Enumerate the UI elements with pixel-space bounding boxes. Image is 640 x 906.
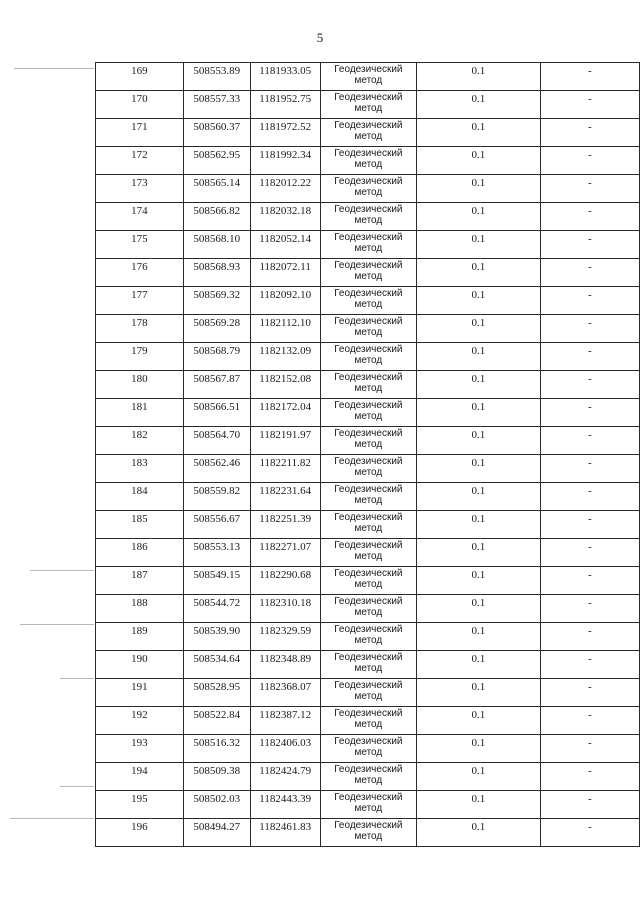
method-cell: Геодезический метод [320, 735, 416, 763]
note-cell: - [540, 651, 639, 679]
method-cell: Геодезический метод [320, 819, 416, 847]
method-cell: Геодезический метод [320, 315, 416, 343]
method-cell: Геодезический метод [320, 623, 416, 651]
x-coordinate-cell: 508567.87 [183, 371, 250, 399]
y-coordinate-cell: 1182290.68 [250, 567, 320, 595]
method-cell: Геодезический метод [320, 679, 416, 707]
point-number-cell: 186 [96, 539, 184, 567]
table-row [96, 371, 640, 399]
y-coordinate-cell: 1182152.08 [250, 371, 320, 399]
x-coordinate-cell: 508553.13 [183, 539, 250, 567]
precision-cell: 0.1 [417, 259, 541, 287]
method-cell: Геодезический метод [320, 539, 416, 567]
point-number-cell: 171 [96, 119, 184, 147]
point-number-cell: 190 [96, 651, 184, 679]
precision-cell: 0.1 [417, 595, 541, 623]
method-cell: Геодезический метод [320, 511, 416, 539]
precision-cell: 0.1 [417, 287, 541, 315]
y-coordinate-cell: 1182112.10 [250, 315, 320, 343]
point-number-cell: 181 [96, 399, 184, 427]
x-coordinate-cell: 508528.95 [183, 679, 250, 707]
x-coordinate-cell: 508566.82 [183, 203, 250, 231]
x-coordinate-cell: 508559.82 [183, 483, 250, 511]
method-cell: Геодезический метод [320, 651, 416, 679]
point-number-cell: 194 [96, 763, 184, 791]
table-row [96, 483, 640, 511]
note-cell: - [540, 287, 639, 315]
x-coordinate-cell: 508553.89 [183, 63, 250, 91]
table-row [96, 679, 640, 707]
x-coordinate-cell: 508568.93 [183, 259, 250, 287]
y-coordinate-cell: 1181972.52 [250, 119, 320, 147]
table-row [96, 203, 640, 231]
point-number-cell: 184 [96, 483, 184, 511]
table-row [96, 651, 640, 679]
y-coordinate-cell: 1182443.39 [250, 791, 320, 819]
point-number-cell: 178 [96, 315, 184, 343]
point-number-cell: 173 [96, 175, 184, 203]
precision-cell: 0.1 [417, 511, 541, 539]
scan-artifact [10, 818, 94, 819]
precision-cell: 0.1 [417, 315, 541, 343]
x-coordinate-cell: 508560.37 [183, 119, 250, 147]
precision-cell: 0.1 [417, 63, 541, 91]
method-cell: Геодезический метод [320, 371, 416, 399]
table-row [96, 791, 640, 819]
note-cell: - [540, 371, 639, 399]
method-cell: Геодезический метод [320, 567, 416, 595]
precision-cell: 0.1 [417, 483, 541, 511]
y-coordinate-cell: 1182072.11 [250, 259, 320, 287]
precision-cell: 0.1 [417, 119, 541, 147]
point-number-cell: 174 [96, 203, 184, 231]
table-row [96, 315, 640, 343]
x-coordinate-cell: 508509.38 [183, 763, 250, 791]
precision-cell: 0.1 [417, 819, 541, 847]
note-cell: - [540, 483, 639, 511]
precision-cell: 0.1 [417, 91, 541, 119]
note-cell: - [540, 763, 639, 791]
point-number-cell: 193 [96, 735, 184, 763]
note-cell: - [540, 203, 639, 231]
note-cell: - [540, 399, 639, 427]
y-coordinate-cell: 1182052.14 [250, 231, 320, 259]
point-number-cell: 182 [96, 427, 184, 455]
method-cell: Геодезический метод [320, 763, 416, 791]
method-cell: Геодезический метод [320, 595, 416, 623]
note-cell: - [540, 231, 639, 259]
y-coordinate-cell: 1181992.34 [250, 147, 320, 175]
y-coordinate-cell: 1182461.83 [250, 819, 320, 847]
note-cell: - [540, 623, 639, 651]
coordinates-table [95, 62, 640, 847]
precision-cell: 0.1 [417, 371, 541, 399]
note-cell: - [540, 147, 639, 175]
note-cell: - [540, 679, 639, 707]
note-cell: - [540, 511, 639, 539]
y-coordinate-cell: 1182211.82 [250, 455, 320, 483]
method-cell: Геодезический метод [320, 791, 416, 819]
precision-cell: 0.1 [417, 175, 541, 203]
table-row [96, 511, 640, 539]
point-number-cell: 187 [96, 567, 184, 595]
x-coordinate-cell: 508564.70 [183, 427, 250, 455]
y-coordinate-cell: 1182231.64 [250, 483, 320, 511]
x-coordinate-cell: 508562.46 [183, 455, 250, 483]
table-row [96, 119, 640, 147]
x-coordinate-cell: 508549.15 [183, 567, 250, 595]
table-row [96, 63, 640, 91]
scan-artifact [60, 678, 94, 679]
precision-cell: 0.1 [417, 651, 541, 679]
y-coordinate-cell: 1182348.89 [250, 651, 320, 679]
table-row [96, 175, 640, 203]
y-coordinate-cell: 1182310.18 [250, 595, 320, 623]
precision-cell: 0.1 [417, 763, 541, 791]
page-number: 5 [316, 30, 324, 45]
x-coordinate-cell: 508565.14 [183, 175, 250, 203]
x-coordinate-cell: 508544.72 [183, 595, 250, 623]
y-coordinate-cell: 1182132.09 [250, 343, 320, 371]
x-coordinate-cell: 508534.64 [183, 651, 250, 679]
point-number-cell: 192 [96, 707, 184, 735]
table-row [96, 287, 640, 315]
y-coordinate-cell: 1182032.18 [250, 203, 320, 231]
table-row [96, 735, 640, 763]
method-cell: Геодезический метод [320, 455, 416, 483]
method-cell: Геодезический метод [320, 287, 416, 315]
method-cell: Геодезический метод [320, 175, 416, 203]
note-cell: - [540, 315, 639, 343]
table-row [96, 455, 640, 483]
table-row [96, 763, 640, 791]
precision-cell: 0.1 [417, 455, 541, 483]
point-number-cell: 177 [96, 287, 184, 315]
x-coordinate-cell: 508557.33 [183, 91, 250, 119]
y-coordinate-cell: 1182387.12 [250, 707, 320, 735]
method-cell: Геодезический метод [320, 707, 416, 735]
note-cell: - [540, 175, 639, 203]
table-row [96, 539, 640, 567]
table-row [96, 623, 640, 651]
precision-cell: 0.1 [417, 735, 541, 763]
x-coordinate-cell: 508516.32 [183, 735, 250, 763]
x-coordinate-cell: 508569.32 [183, 287, 250, 315]
point-number-cell: 179 [96, 343, 184, 371]
x-coordinate-cell: 508494.27 [183, 819, 250, 847]
point-number-cell: 169 [96, 63, 184, 91]
note-cell: - [540, 539, 639, 567]
note-cell: - [540, 91, 639, 119]
method-cell: Геодезический метод [320, 231, 416, 259]
scan-artifact [14, 68, 94, 69]
method-cell: Геодезический метод [320, 91, 416, 119]
point-number-cell: 189 [96, 623, 184, 651]
x-coordinate-cell: 508556.67 [183, 511, 250, 539]
method-cell: Геодезический метод [320, 427, 416, 455]
precision-cell: 0.1 [417, 231, 541, 259]
precision-cell: 0.1 [417, 203, 541, 231]
x-coordinate-cell: 508568.79 [183, 343, 250, 371]
y-coordinate-cell: 1182329.59 [250, 623, 320, 651]
y-coordinate-cell: 1182012.22 [250, 175, 320, 203]
table-row [96, 707, 640, 735]
table-row [96, 567, 640, 595]
method-cell: Геодезический метод [320, 343, 416, 371]
y-coordinate-cell: 1182092.10 [250, 287, 320, 315]
note-cell: - [540, 819, 639, 847]
note-cell: - [540, 791, 639, 819]
table-row [96, 427, 640, 455]
scan-artifact [30, 570, 94, 571]
y-coordinate-cell: 1182368.07 [250, 679, 320, 707]
point-number-cell: 176 [96, 259, 184, 287]
scan-artifact [20, 624, 94, 625]
point-number-cell: 172 [96, 147, 184, 175]
note-cell: - [540, 595, 639, 623]
table-row [96, 819, 640, 847]
precision-cell: 0.1 [417, 567, 541, 595]
y-coordinate-cell: 1182191.97 [250, 427, 320, 455]
point-number-cell: 196 [96, 819, 184, 847]
precision-cell: 0.1 [417, 343, 541, 371]
precision-cell: 0.1 [417, 679, 541, 707]
precision-cell: 0.1 [417, 399, 541, 427]
point-number-cell: 180 [96, 371, 184, 399]
precision-cell: 0.1 [417, 427, 541, 455]
note-cell: - [540, 343, 639, 371]
y-coordinate-cell: 1182251.39 [250, 511, 320, 539]
table-row [96, 259, 640, 287]
note-cell: - [540, 427, 639, 455]
method-cell: Геодезический метод [320, 147, 416, 175]
method-cell: Геодезический метод [320, 483, 416, 511]
point-number-cell: 188 [96, 595, 184, 623]
method-cell: Геодезический метод [320, 399, 416, 427]
precision-cell: 0.1 [417, 623, 541, 651]
table-row [96, 595, 640, 623]
y-coordinate-cell: 1181952.75 [250, 91, 320, 119]
table-row [96, 147, 640, 175]
note-cell: - [540, 63, 639, 91]
method-cell: Геодезический метод [320, 63, 416, 91]
table-row [96, 399, 640, 427]
note-cell: - [540, 707, 639, 735]
x-coordinate-cell: 508568.10 [183, 231, 250, 259]
table-row [96, 91, 640, 119]
note-cell: - [540, 119, 639, 147]
method-cell: Геодезический метод [320, 259, 416, 287]
y-coordinate-cell: 1182424.79 [250, 763, 320, 791]
y-coordinate-cell: 1182172.04 [250, 399, 320, 427]
note-cell: - [540, 735, 639, 763]
note-cell: - [540, 259, 639, 287]
point-number-cell: 191 [96, 679, 184, 707]
point-number-cell: 185 [96, 511, 184, 539]
method-cell: Геодезический метод [320, 119, 416, 147]
note-cell: - [540, 455, 639, 483]
y-coordinate-cell: 1182406.03 [250, 735, 320, 763]
coordinates-table-body [96, 63, 640, 847]
x-coordinate-cell: 508562.95 [183, 147, 250, 175]
method-cell: Геодезический метод [320, 203, 416, 231]
y-coordinate-cell: 1181933.05 [250, 63, 320, 91]
precision-cell: 0.1 [417, 539, 541, 567]
x-coordinate-cell: 508522.84 [183, 707, 250, 735]
precision-cell: 0.1 [417, 707, 541, 735]
x-coordinate-cell: 508569.28 [183, 315, 250, 343]
y-coordinate-cell: 1182271.07 [250, 539, 320, 567]
table-row [96, 343, 640, 371]
table-row [96, 231, 640, 259]
precision-cell: 0.1 [417, 791, 541, 819]
x-coordinate-cell: 508502.03 [183, 791, 250, 819]
point-number-cell: 183 [96, 455, 184, 483]
point-number-cell: 195 [96, 791, 184, 819]
scan-artifact [60, 786, 94, 787]
precision-cell: 0.1 [417, 147, 541, 175]
point-number-cell: 170 [96, 91, 184, 119]
x-coordinate-cell: 508539.90 [183, 623, 250, 651]
point-number-cell: 175 [96, 231, 184, 259]
note-cell: - [540, 567, 639, 595]
x-coordinate-cell: 508566.51 [183, 399, 250, 427]
